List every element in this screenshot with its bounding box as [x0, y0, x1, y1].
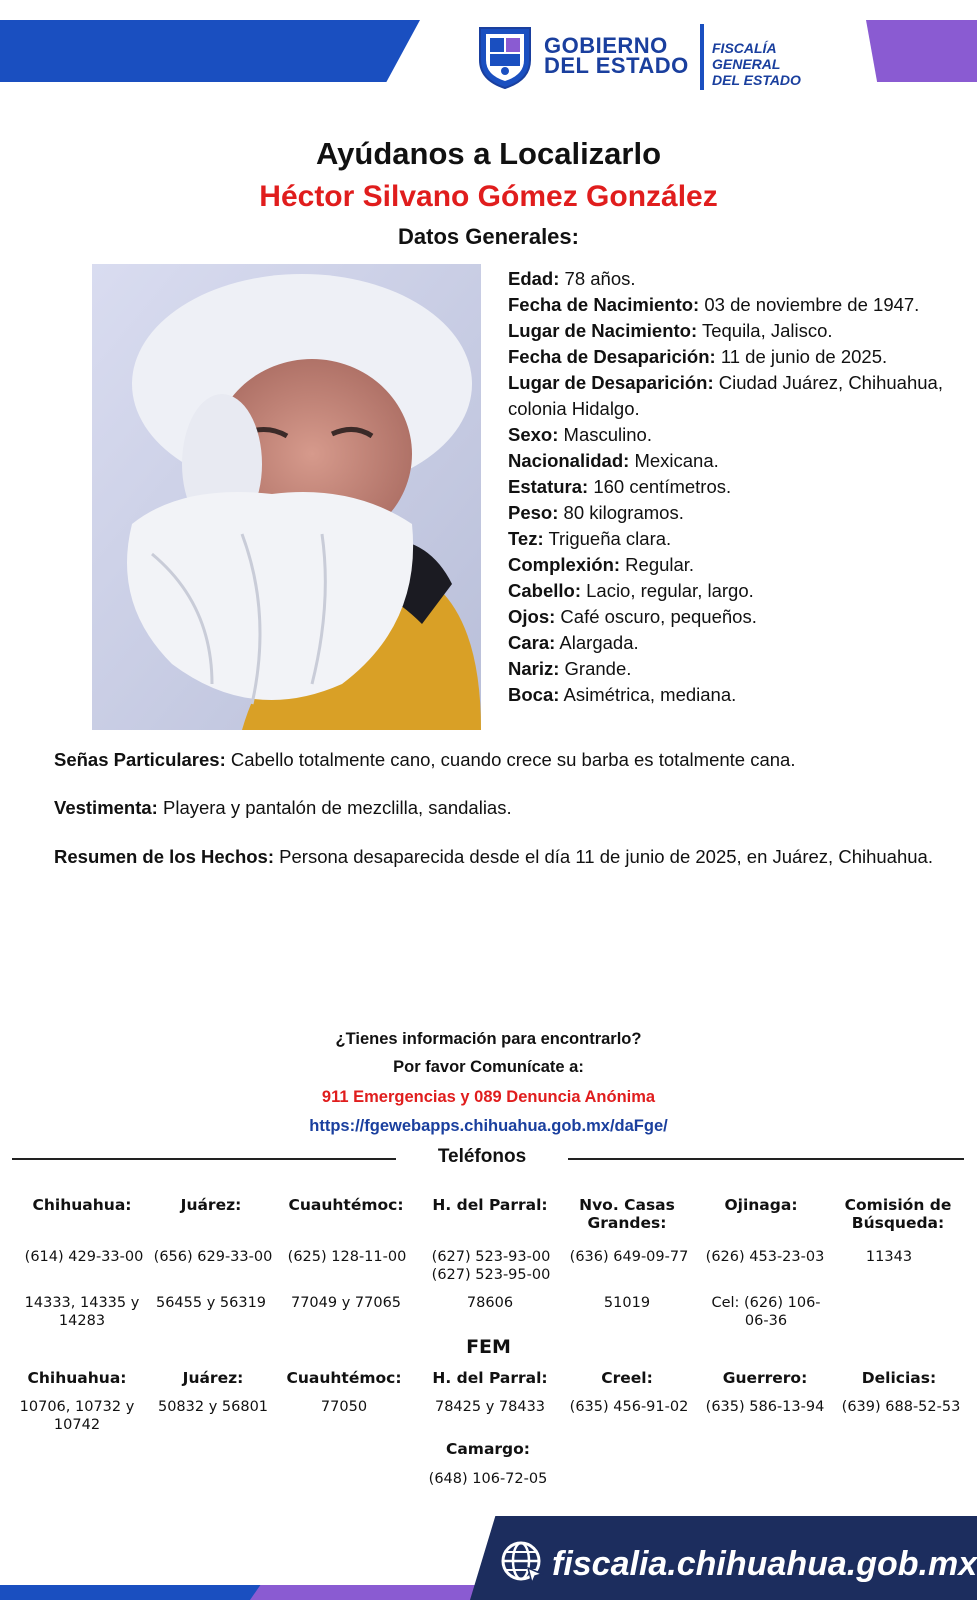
data-ojos: Ojos: Café oscuro, pequeños. — [508, 606, 757, 627]
fem-phone: 77050 — [320, 1399, 368, 1415]
globe-icon — [500, 1540, 546, 1586]
fem-city: Chihuahua: — [27, 1369, 127, 1387]
state-shield-icon — [476, 22, 534, 90]
tel-phone: 11343 — [865, 1249, 913, 1265]
data-fecha-desaparicion: Fecha de Desaparición: 11 de junio de 2025. — [508, 346, 888, 367]
data-nacionalidad: Nacionalidad: Mexicana. — [508, 450, 719, 471]
tel-phone: (636) 649-09-77 — [569, 1249, 689, 1265]
tel-city: H. del Parral: — [432, 1196, 548, 1214]
vestimenta: Vestimenta: Playera y pantalón de mezclilla, sandalias. — [54, 797, 512, 818]
resumen-hechos: Resumen de los Hechos: Persona desaparecida desde el día 11 de junio de 2025, en Juárez, Chihuahua. — [54, 846, 933, 867]
fem-city: Guerrero: — [722, 1369, 808, 1387]
data-complexion: Complexión: Regular. — [508, 554, 695, 575]
fiscalia-text: FISCALÍA GENERAL DEL ESTADO — [712, 40, 801, 88]
data-tez: Tez: Trigueña clara. — [508, 528, 672, 549]
emergency-numbers: 911 Emergencias y 089 Denuncia Anónima — [321, 1088, 656, 1106]
contact-please: Por favor Comunícate a: — [393, 1058, 584, 1076]
tel-phone: (625) 128-11-00 — [287, 1249, 407, 1265]
tel-city: Chihuahua: — [32, 1196, 132, 1214]
fem-city: Delicias: — [861, 1369, 937, 1387]
data-fecha-nacimiento: Fecha de Nacimiento: 03 de noviembre de 1947. — [508, 294, 920, 315]
tel-phone: (627) 523-93-00 (627) 523-95-00 — [431, 1249, 551, 1283]
data-cabello: Cabello: Lacio, regular, largo. — [508, 580, 754, 601]
divider-right — [568, 1158, 964, 1160]
data-lugar-desaparicion: Lugar de Desaparición: Ciudad Juárez, Chihuahua, colonia Hidalgo. — [508, 372, 943, 419]
report-url-link[interactable]: https://fgewebapps.chihuahua.gob.mx/daFge/ — [309, 1117, 668, 1135]
tel-city: Nvo. Casas Grandes: — [579, 1196, 675, 1232]
footer-website-link[interactable]: fiscalia.chihuahua.gob.mx — [552, 1545, 977, 1583]
fem-phone: 10706, 10732 y 10742 — [19, 1399, 135, 1433]
fem-city: Juárez: — [182, 1369, 244, 1387]
page-title: Ayúdanos a Localizarlo — [315, 136, 662, 171]
person-photo — [92, 264, 481, 730]
person-name: Héctor Silvano Gómez González — [259, 180, 718, 213]
fem-city-camargo: Camargo: — [445, 1440, 531, 1458]
government-logo — [476, 22, 826, 92]
tel-ext: 51019 — [603, 1295, 651, 1311]
fem-phone: (635) 586-13-94 — [705, 1399, 825, 1415]
senas-particulares: Señas Particulares: Cabello totalmente cano, cuando crece su barba es totalmente cana. — [54, 749, 796, 770]
data-lugar-nacimiento: Lugar de Nacimiento: Tequila, Jalisco. — [508, 320, 833, 341]
fem-phone: 50832 y 56801 — [157, 1399, 269, 1415]
tel-ext: Cel: (626) 106-06-36 — [711, 1295, 821, 1329]
data-estatura: Estatura: 160 centímetros. — [508, 476, 732, 497]
contact-question: ¿Tienes información para encontrarlo? — [335, 1030, 642, 1048]
fem-city: Creel: — [601, 1369, 653, 1387]
tel-city: Comisión de Búsqueda: — [844, 1196, 952, 1232]
tel-city: Juárez: — [180, 1196, 242, 1214]
fem-city: H. del Parral: — [432, 1369, 548, 1387]
tel-phone: (656) 629-33-00 — [153, 1249, 273, 1265]
tel-ext: 77049 y 77065 — [290, 1295, 402, 1311]
fem-phone: (639) 688-52-53 — [841, 1399, 961, 1415]
data-sexo: Sexo: Masculino. — [508, 424, 652, 445]
header-blue-band — [0, 20, 420, 82]
data-boca: Boca: Asimétrica, mediana. — [508, 684, 737, 705]
data-peso: Peso: 80 kilogramos. — [508, 502, 684, 523]
telefonos-title: Teléfonos — [437, 1146, 527, 1167]
gobierno-text: GOBIERNO DEL ESTADO — [544, 33, 689, 78]
tel-city: Cuauhtémoc: — [288, 1196, 404, 1214]
header-purple-band — [866, 20, 977, 82]
fem-city: Cuauhtémoc: — [286, 1369, 402, 1387]
person-portrait-icon — [92, 264, 481, 730]
divider-left — [12, 1158, 396, 1160]
data-edad: Edad: 78 años. — [508, 268, 636, 289]
tel-phone: (614) 429-33-00 — [24, 1249, 144, 1265]
tel-ext: 14333, 14335 y 14283 — [24, 1295, 140, 1329]
data-nariz: Nariz: Grande. — [508, 658, 632, 679]
fem-phone-camargo: (648) 106-72-05 — [428, 1471, 548, 1487]
fem-title: FEM — [466, 1336, 511, 1358]
fem-phone: 78425 y 78433 — [434, 1399, 546, 1415]
logo-separator — [700, 24, 704, 90]
data-cara: Cara: Alargada. — [508, 632, 639, 653]
section-title: Datos Generales: — [398, 224, 579, 249]
general-data-list — [508, 266, 948, 708]
tel-city: Ojinaga: — [724, 1196, 798, 1214]
tel-ext: 78606 — [466, 1295, 514, 1311]
tel-ext: 56455 y 56319 — [155, 1295, 267, 1311]
fem-phone: (635) 456-91-02 — [569, 1399, 689, 1415]
tel-phone: (626) 453-23-03 — [705, 1249, 825, 1265]
